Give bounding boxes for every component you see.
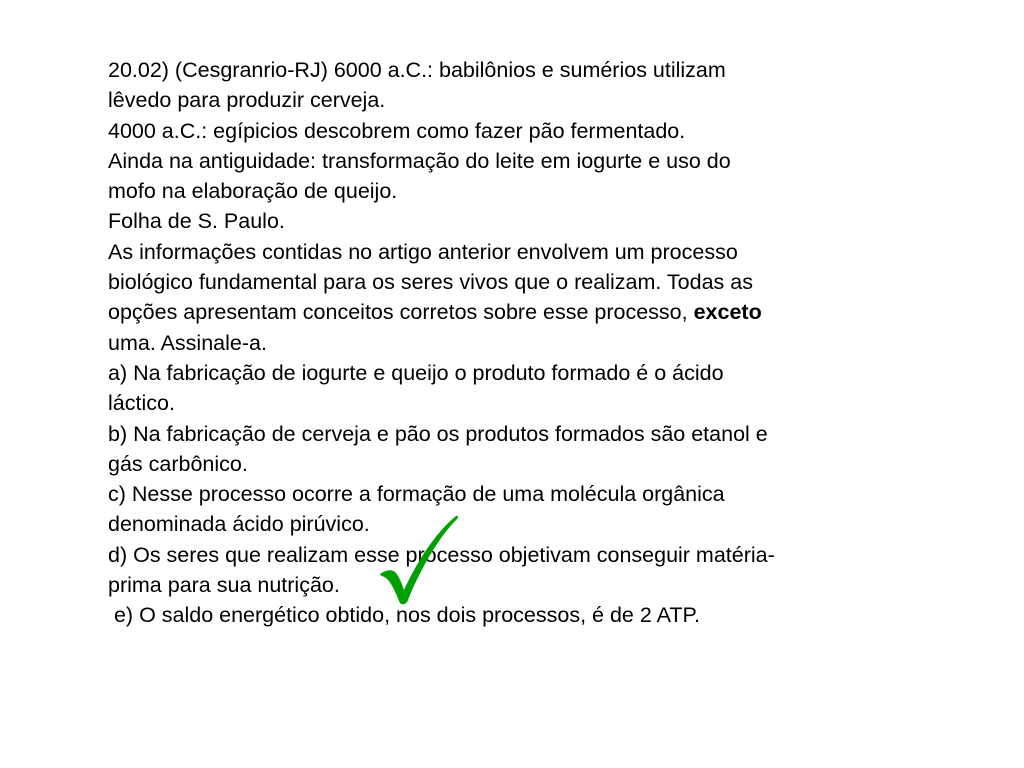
option-e: e) O saldo energético obtido, nos dois processos, é de 2 ATP.	[108, 603, 701, 628]
option-c: c) Nesse processo ocorre a formação de uma molécula orgânica	[108, 482, 725, 507]
emphasis-exceto: exceto	[693, 300, 762, 325]
option-a-continued: láctico.	[108, 391, 175, 416]
question-line: 4000 a.C.: egípicios descobrem como fazer pão fermentado.	[108, 118, 686, 143]
question-line: uma. Assinale-a.	[108, 330, 267, 355]
option-b-continued: gás carbônico.	[108, 451, 248, 476]
question-line	[108, 297, 928, 327]
question-line: mofo na elaboração de queijo.	[108, 179, 398, 204]
question-line: biológico fundamental para os seres vivos que o realizam. Todas as	[108, 270, 753, 295]
question-line: lêvedo para produzir cerveja.	[108, 88, 386, 113]
question-line: Ainda na antiguidade: transformação do leite em iogurte e uso do	[108, 148, 731, 173]
option-c-continued: denominada ácido pirúvico.	[108, 512, 370, 537]
option-d-continued: prima para sua nutrição.	[108, 573, 340, 598]
question-line: As informações contidas no artigo anterior envolvem um processo	[108, 239, 738, 264]
checkmark-icon	[374, 512, 460, 608]
source-citation: Folha de S. Paulo.	[108, 209, 285, 234]
question-line-text: opções apresentam conceitos corretos sobre esse processo,	[108, 300, 688, 325]
question-header: 20.02) (Cesgranrio-RJ) 6000 a.C.: babilônios e sumérios utilizam	[108, 58, 726, 82]
option-d: d) Os seres que realizam esse processo objetivam conseguir matéria-	[108, 542, 775, 567]
option-a: a) Na fabricação de iogurte e queijo o produto formado é o ácido	[108, 360, 724, 385]
question-text	[108, 55, 928, 631]
option-b: b) Na fabricação de cerveja e pão os produtos formados são etanol e	[108, 421, 768, 446]
